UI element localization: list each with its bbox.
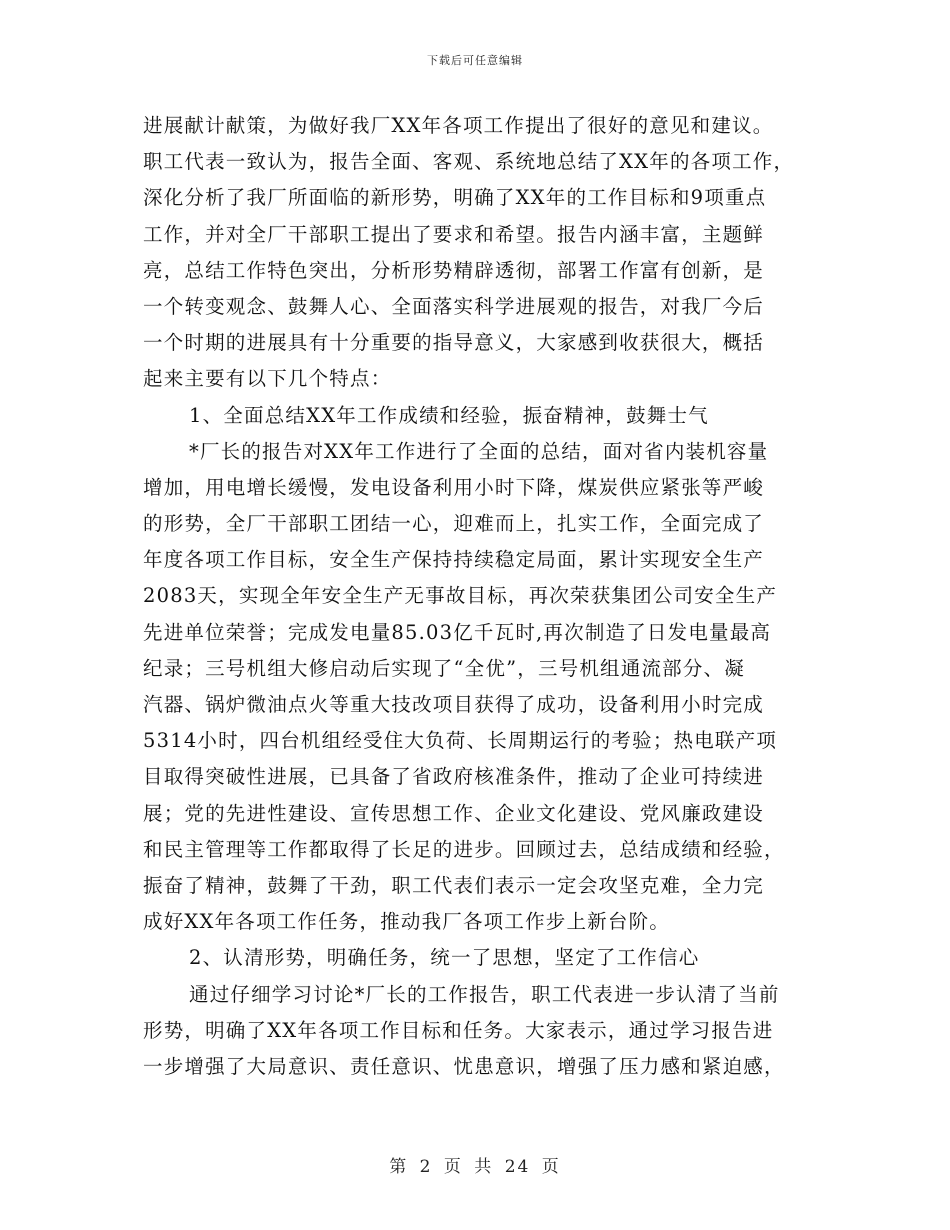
text-line: 起来主要有以下几个特点： [143, 367, 392, 391]
text-line: 振奋了精神，鼓舞了干劲，职工代表们表示一定会攻坚克难，全力完 [143, 873, 765, 897]
text-line: 2083天，实现全年安全生产无事故目标，再次荣获集团公司安全生产 [143, 584, 778, 608]
text-line: 深化分析了我厂所面临的新形势，明确了XX年的工作目标和9项重点 [143, 186, 767, 210]
text-line: 纪录；三号机组大修启动后实现了“全优”，三号机组通流部分、凝 [143, 656, 745, 680]
text-line: 增加，用电增长缓慢，发电设备利用小时下降，煤炭供应紧张等严峻 [143, 475, 765, 499]
text-line: 汽器、锅炉微油点火等重大技改项目获得了成功，设备利用小时完成 [143, 693, 765, 716]
text-line: 工作，并对全厂干部职工提出了要求和希望。报告内涵丰富，主题鲜 [143, 222, 765, 246]
section-heading: 1、全面总结XX年工作成绩和经验，振奋精神，鼓舞士气 [189, 403, 709, 427]
text-line: 展；党的先进性建设、宣传思想工作、企业文化建设、党风廉政建设 [143, 801, 765, 825]
page-header: 下载后可任意编辑 [427, 54, 523, 67]
page-footer: 第 2 页 共 24 页 [389, 1157, 561, 1177]
text-line: 的形势，全厂干部职工团结一心，迎难而上，扎实工作，全面完成了 [143, 512, 765, 536]
text-line: 亮，总结工作特色突出，分析形势精辟透彻，部署工作富有创新，是 [143, 258, 765, 282]
document-body [143, 108, 815, 1085]
text-line: 进展献计献策，为做好我厂XX年各项工作提出了很好的意见和建议。 [143, 114, 774, 137]
text-line: 通过仔细学习讨论*厂长的工作报告，职工代表进一步认清了当前 [189, 982, 780, 1006]
text-line: 一步增强了大局意识、责任意识、忧患意识，增强了压力感和紧迫感， [143, 1054, 785, 1078]
text-line: 成好XX年各项工作任务，推动我厂各项工作步上新台阶。 [143, 910, 670, 934]
text-line: 5314小时，四台机组经受住大负荷、长周期运行的考验；热电联产项 [143, 729, 778, 753]
text-line: 一个转变观念、鼓舞人心、全面落实科学进展观的报告，对我厂今后 [143, 294, 765, 318]
text-line: 一个时期的进展具有十分重要的指导意义，大家感到收获很大，概括 [143, 331, 765, 355]
text-line: 年度各项工作目标，安全生产保持持续稳定局面，累计实现安全生产 [143, 548, 765, 572]
text-line: 和民主管理等工作都取得了长足的进步。回顾过去，总结成绩和经验， [143, 837, 785, 861]
text-line: 目取得突破性进展，已具备了省政府核准条件，推动了企业可持续进 [143, 765, 765, 789]
text-line: 先进单位荣誉；完成发电量85.03亿千瓦时,再次制造了日发电量最高 [143, 620, 772, 644]
text-line: *厂长的报告对XX年工作进行了全面的总结，面对省内装机容量 [189, 439, 769, 463]
text-line: 形势，明确了XX年各项工作目标和任务。大家表示，通过学习报告进 [143, 1018, 774, 1042]
text-line: 职工代表一致认为，报告全面、客观、系统地总结了XX年的各项工作， [143, 150, 795, 174]
section-heading: 2、认清形势，明确任务，统一了思想，坚定了工作信心 [189, 946, 700, 970]
